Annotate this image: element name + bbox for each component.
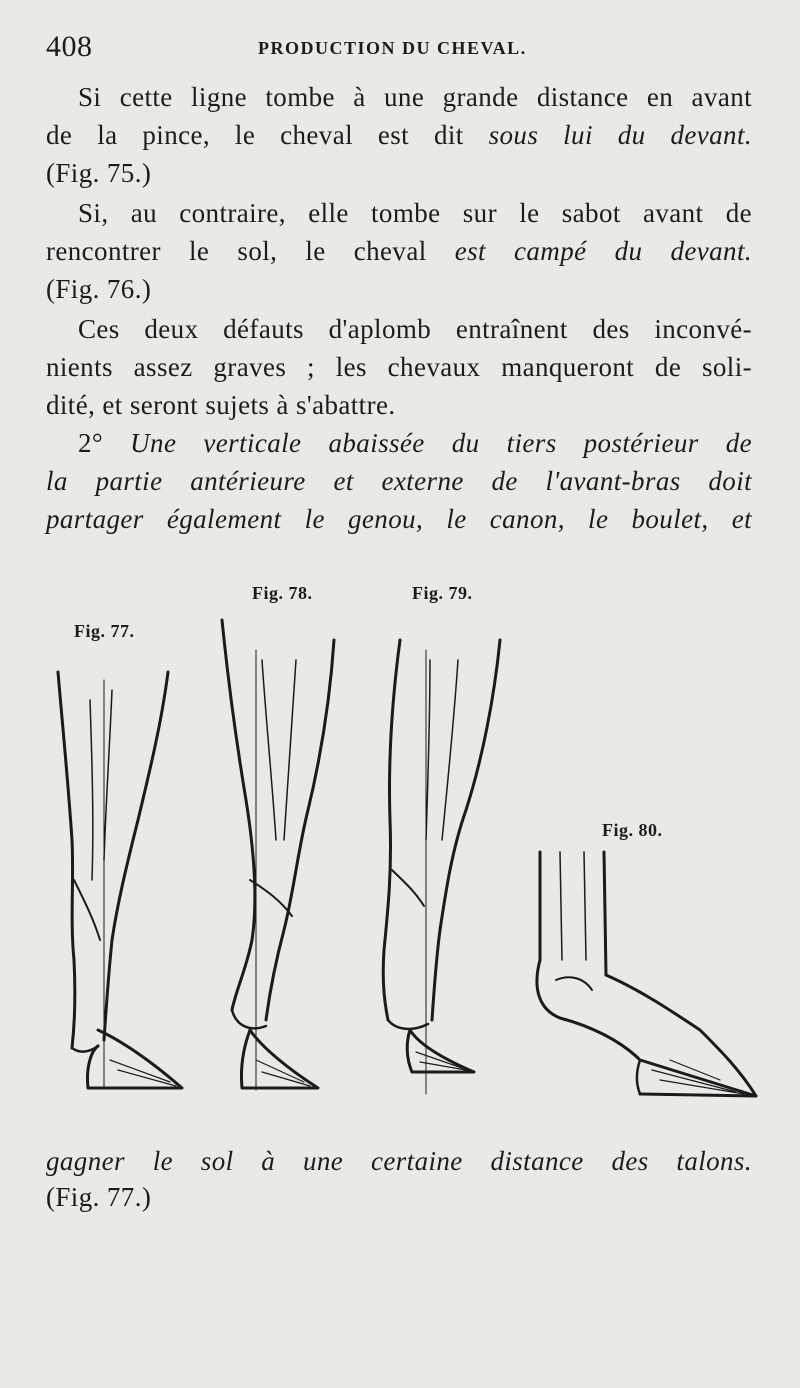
fig-77-leg-drawing	[58, 672, 182, 1088]
text-run: de la pince, le cheval est dit	[46, 120, 489, 150]
fig-80-hoof-drawing	[537, 852, 756, 1096]
text-run: Si cette ligne tombe à une grande distance en avant	[78, 82, 752, 112]
italic-text-run: gagner le sol à une certaine distance des talons.	[46, 1146, 752, 1176]
italic-text-run: Une verticale abaissée du tiers postérieur de	[130, 428, 752, 458]
fig-78-label: Fig. 78.	[252, 583, 313, 603]
fig-80-label: Fig. 80.	[602, 820, 663, 840]
text-run: rencontrer le sol, le cheval	[46, 236, 455, 266]
text-run: nients assez graves ; les chevaux manqueront de soli-	[46, 352, 752, 382]
fig-78-leg-drawing	[222, 620, 334, 1090]
running-title: PRODUCTION DU CHEVAL.	[258, 38, 527, 58]
text-run: Si, au contraire, elle tombe sur le sabot avant de	[78, 198, 752, 228]
fig-79-label: Fig. 79.	[412, 583, 473, 603]
italic-text-run: est campé du devant.	[454, 236, 752, 266]
text-run: 2°	[78, 428, 131, 458]
italic-text-run: sous lui du devant.	[488, 120, 752, 150]
fig-77-label: Fig. 77.	[74, 621, 135, 641]
text-run: (Fig. 77.)	[46, 1182, 152, 1212]
text-run: dité, et seront sujets à s'abattre.	[46, 390, 396, 420]
text-run: Ces deux défauts d'aplomb entraînent des inconvé-	[78, 314, 752, 344]
text-run: (Fig. 76.)	[46, 274, 152, 304]
italic-text-run: partager également le genou, le canon, le boulet, et	[46, 504, 752, 534]
page-number: 408	[46, 30, 93, 63]
text-line	[46, 1178, 752, 1216]
fig-79-leg-drawing	[383, 640, 500, 1094]
italic-text-run: la partie antérieure et externe de l'avant-bras doit	[46, 466, 752, 496]
text-run: (Fig. 75.)	[46, 158, 152, 188]
text-line	[46, 1142, 752, 1180]
